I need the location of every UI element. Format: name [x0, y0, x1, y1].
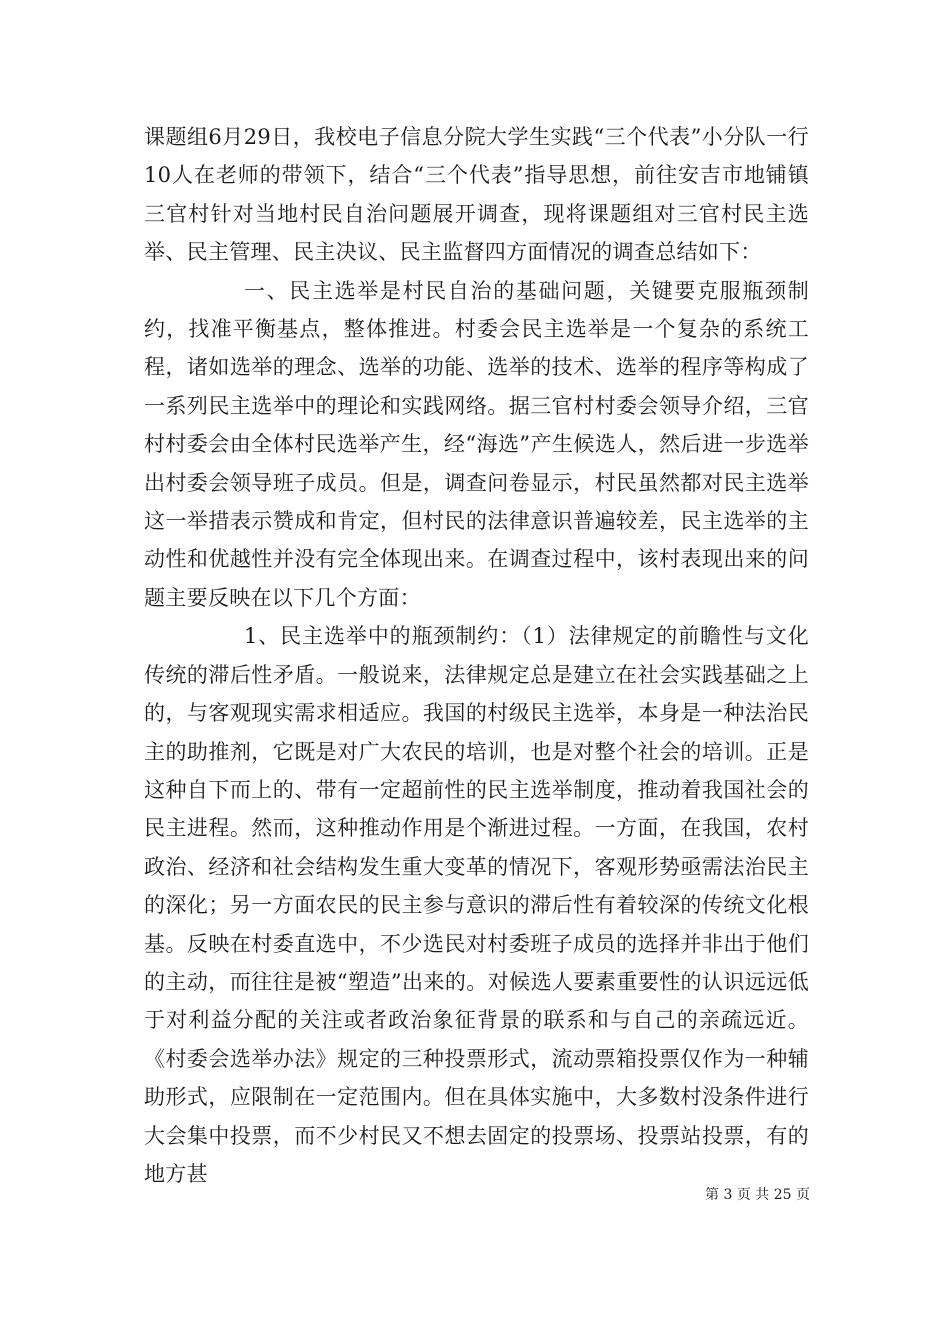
paragraph-subsection-1: 1、民主选举中的瓶颈制约：（1）法律规定的前瞻性与文化传统的滞后性矛盾。一般说来，法律规定总是建立在社会实践基础之上的，与客观现实需求相适应。我国的村级民主选举，本身是一种法治民主的助推剂，它既是对广大农民的培训，也是对整个社会的培训。正是这种自下而上的、带有一定超前性的民主选举制度，推动着我国社会的民主进程。然而，这种推动作用是个渐进过程。一方面，在我国，农村政治、经济和社会结构发生重大变革的情况下，客观形势亟需法治民主的深化；另一方面农民的民主参与意识的滞后性有着较深的传统文化根基。反映在村委直选中，不少选民对村委班子成员的选择并非出于他们的主动，而往往是被“塑造”出来的。对候选人要素重要性的认识远远低于对利益分配的关注或者政治象征背景的联系和与自己的亲疏远近。《村委会选举办法》规定的三种投票形式，流动票箱投票仅作为一种辅助形式，应限制在一定范围内。但在具体实施中，大多数村没条件进行大会集中投票，而不少村民又不想去固定的投票场、投票站投票，有的地方甚	[144, 624, 809, 1186]
page-number-footer: 第 3 页 共 25 页	[705, 1187, 810, 1203]
document-body	[144, 118, 809, 1193]
paragraph-intro: 课题组6月29日，我校电子信息分院大学生实践“三个代表”小分队一行10人在老师的带领下，结合“三个代表”指导思想，前往安吉市地铺镇三官村针对当地村民自治问题展开调查，现将课题组对三官村民主选举、民主管理、民主决议、民主监督四方面情况的调查总结如下：	[144, 125, 809, 265]
paragraph-section-1: 一、民主选举是村民自治的基础问题，关键要克服瓶颈制约，找准平衡基点，整体推进。村委会民主选举是一个复杂的系统工程，诸如选举的理念、选举的功能、选举的技术、选举的程序等构成了一系列民主选举中的理论和实践网络。据三官村村委会领导介绍，三官村村委会由全体村民选举产生，经“海选”产生候选人，然后进一步选举出村委会领导班子成员。但是，调查问卷显示，村民虽然都对民主选举这一举措表示赞成和肯定，但村民的法律意识普遍较差，民主选举的主动性和优越性并没有完全体现出来。在调查过程中，该村表现出来的问题主要反映在以下几个方面：	[144, 278, 809, 610]
